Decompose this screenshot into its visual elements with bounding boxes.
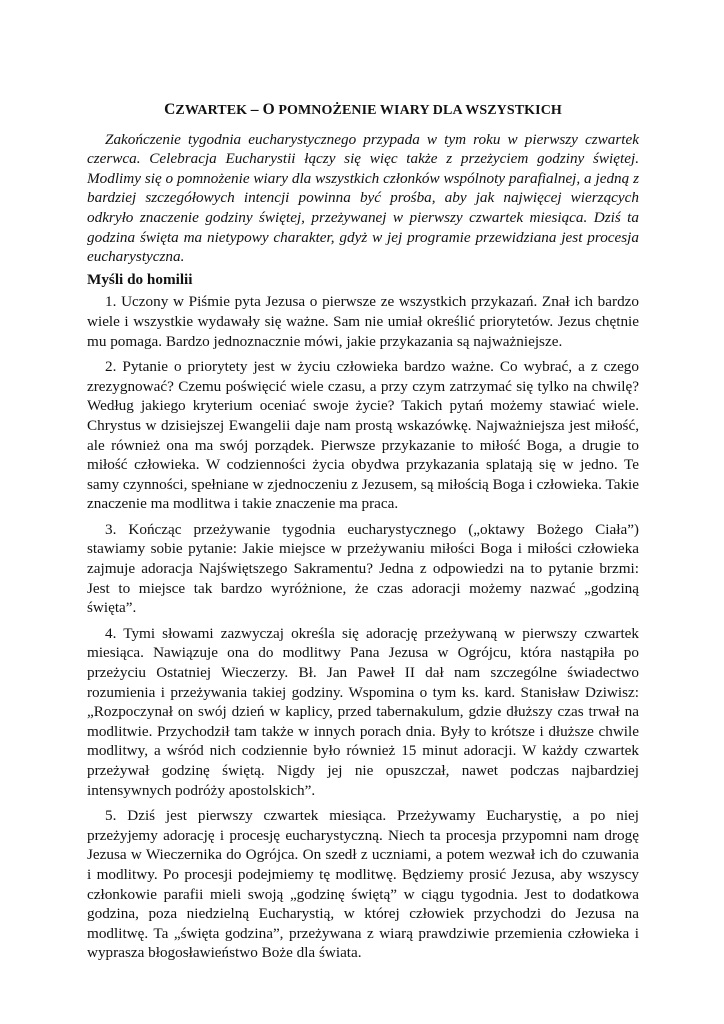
homily-paragraph-4: 4. Tymi słowami zazwyczaj określa się adorację przeżywaną w pierwszy czwartek miesiąca. Nawiązuje ona do modlitwy Pana Jezusa w Ogrójcu, która nastąpiła po przeżyciu Ostatniej Wieczerzy. Bł. Jan Paweł II dał nam szczególne świadectwo rozumienia i przeżywania takiej godziny. Wspomina o tym ks. kard. Stanisław Dziwisz: „Rozpoczynał on swój dzień w kaplicy, przed tabernakulum, gdzie dłuższy czas trwał na modlitwie. Przychodził tam także w innych porach dnia. Były to krótsze i dłuższe chwile modlitwy, a wśród nich codziennie było również 15 minut adoracji. W każdy czwartek przeżywał godzinę świętą. Nigdy jej nie opuszczał, nawet podczas najbardziej intensywnych podróży apostolskich”. bbox=[87, 624, 639, 799]
title-word-rest: ZWARTEK bbox=[175, 103, 251, 118]
section-heading: Myśli do homilii bbox=[87, 270, 193, 288]
document-page bbox=[87, 100, 639, 969]
title-rest: POMNOŻENIE WIARY DLA WSZYSTKICH bbox=[274, 103, 562, 118]
homily-paragraph-5: 5. Dziś jest pierwszy czwartek miesiąca. Przeżywamy Eucharystię, a po niej przeżyjemy adorację i procesję eucharystyczną. Niech ta procesja przypomni nam drogę Jezusa w Wieczernika do Ogrójca. On szedł z uczniami, a potem wezwał ich do czuwania i modlitwy. Po procesji podejmiemy tę modlitwę. Będziemy prosić Jezusa, aby wszyscy członkowie parafii mieli swoją „godzinę świętą” w ciągu tygodnia. Jest to dodatkowa godzina, poza niedzielną Eucharystią, w której człowiek przychodzi do Jezusa na modlitwę. Ta „święta godzina”, przeżywana z wiarą prawdziwie przemienia człowieka i wyprasza błogosławieństwo Boże dla świata. bbox=[87, 807, 639, 962]
page-title bbox=[87, 100, 639, 121]
intro-paragraph: Zakończenie tygodnia eucharystycznego przypada w tym roku w pierwszy czwartek czerwca. Celebracja Eucharystii łączy się więc także z przeżyciem godziny świętej. Modlimy się o pomnożenie wiary dla wszystkich członków wspólnoty parafialnej, a jedną z bardziej szczegółowych intencji powinna być prośba, aby jak najwięcej wierzących odkryło znaczenie godziny świętej, przeżywanej w pierwszy czwartek miesiąca. Dziś ta godzina święta ma nietypowy charakter, gdyż w jej programie przewidziana jest procesja eucharystyczna. bbox=[87, 130, 639, 266]
homily-paragraph-3: 3. Kończąc przeżywanie tygodnia eucharystycznego („oktawy Bożego Ciała”) stawiamy sobie pytanie: Jakie miejsce w przeżywaniu miłości Boga i miłości człowieka zajmuje adoracja Najświętszego Sakramentu? Jedna z odpowiedzi na to pytanie brzmi: Jest to miejsce tak bardzo wyróżnione, że czas adoracji możemy nazwać „godziną święta”. bbox=[87, 520, 639, 617]
title-dash-o: – O bbox=[250, 101, 275, 118]
title-initial-c: C bbox=[164, 101, 176, 118]
homily-paragraph-1: 1. Uczony w Piśmie pyta Jezusa o pierwsze ze wszystkich przykazań. Znał ich bardzo wiele i wszystkie wydawały się ważne. Sam nie umiał określić priorytetów. Jezus chętnie mu pomaga. Bardzo jednoznacznie mówi, jakie przykazania są najważniejsze. bbox=[87, 293, 639, 350]
homily-paragraph-2: 2. Pytanie o priorytety jest w życiu człowieka bardzo ważne. Co wybrać, a z czego zrezygnować? Czemu poświęcić wiele czasu, a przy czym zatrzymać się tylko na chwilę? Według jakiego kryterium oceniać swoje życie? Takich pytań możemy stawiać wiele. Chrystus w dzisiejszej Ewangelii daje nam prostą wskazówkę. Najważniejsza jest miłość, ale również ona ma swój porządek. Pierwsze przykazanie to miłość Boga, a drugie to miłość człowieka. W codzienności życia obydwa przykazania splatają się w jedno. Te samy czynności, spełniane w zjednoczeniu z Jezusem, są miłością Boga i człowieka. Takie znaczenie ma modlitwa i takie znaczenie ma praca. bbox=[87, 358, 639, 513]
